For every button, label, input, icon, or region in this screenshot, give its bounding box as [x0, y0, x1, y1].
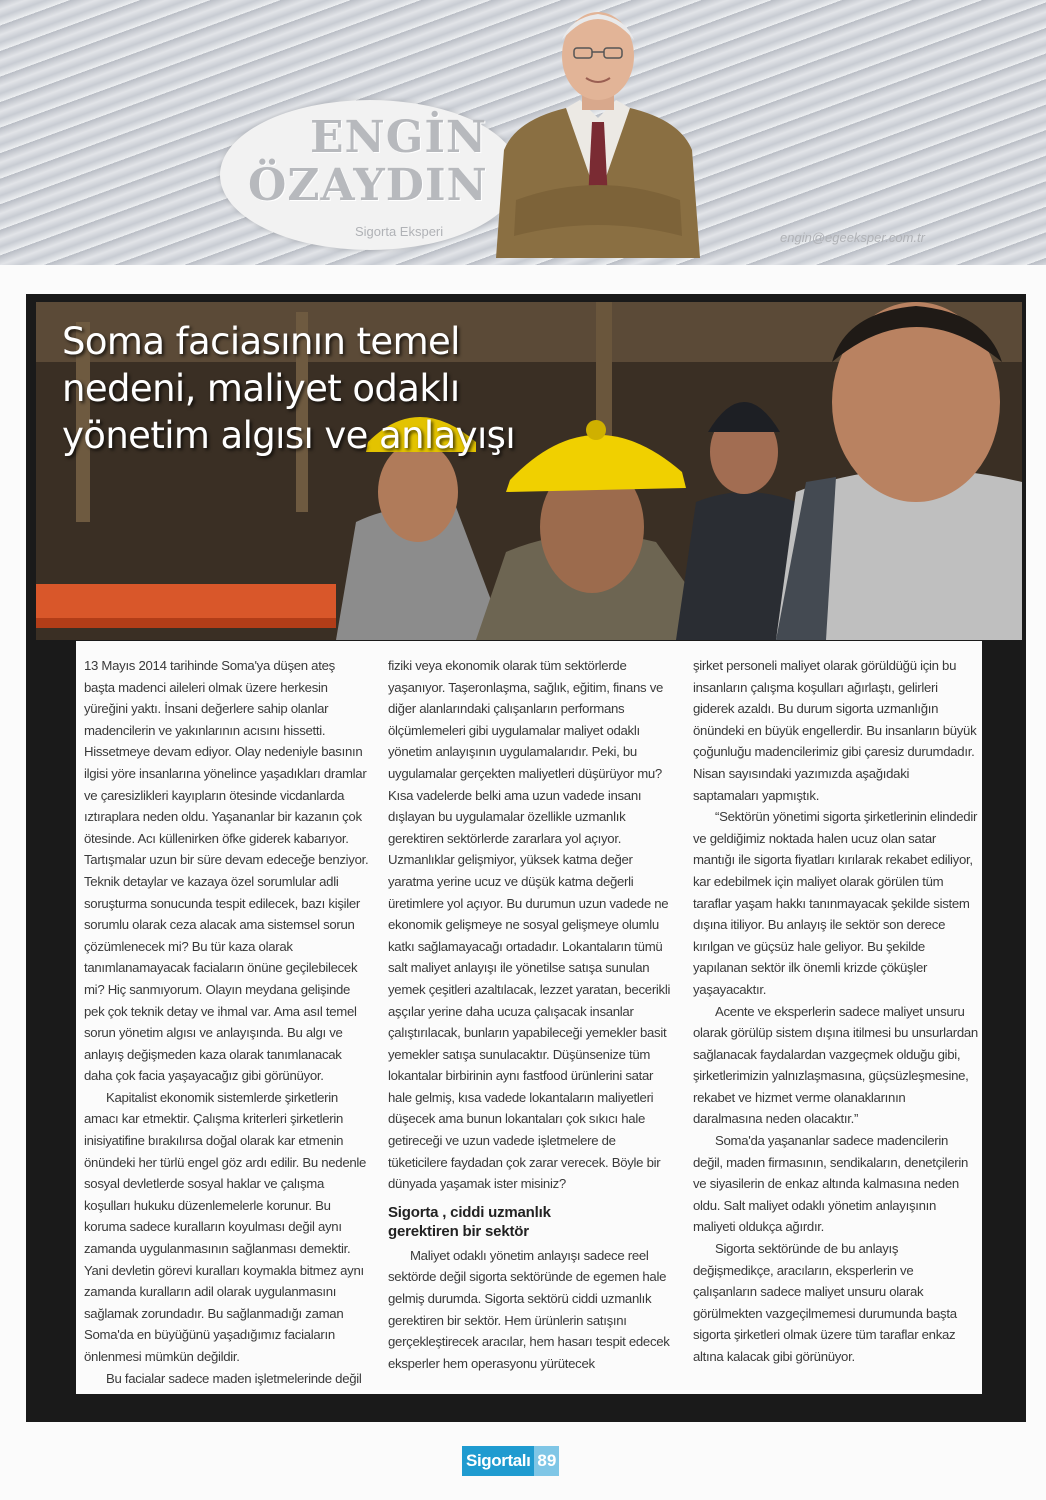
- paragraph: şirket personeli maliyet olarak görüldüğü için bu insanların çalışma koşulları ağırlaştı, gelirleri giderek azaldı. Bu durum sigorta uzmanlığın önündeki en büyük engellerdir. Bu insanların büyük çoğunluğu madencilerimiz gibi çaresiz durumdadır. Nisan sayısındaki yazımızda aşağıdaki saptamaları yapmıştık.: [693, 658, 977, 803]
- author-email: engin@egeeksper.com.tr: [780, 230, 925, 245]
- paragraph: 13 Mayıs 2014 tarihinde Soma'ya düşen ateş başta madenci aileleri olmak üzere herkesin yüreğini yaktı. İnsani değerlere sahip olanlar madencilerin ve yakınlarının acısını hissetti. Hissetmeye devam ediyor. Olay nedeniyle basının ilgisi yöre insanlarına yönelince yaşadıkları dramlar ve çaresizlikleri kayıpların ötesinde vicdanlarda ıztıraplara neden oldu. Yaşananlar bir kazanın çok ötesinde. Acı küllenirken öfke giderek kabarıyor. Tartışmalar uzun bir süre devam edeceğe benziyor. Teknik detaylar ve kazaya özel sorumlular adli soruşturma sonucunda tespit edilecek, bazı kişiler sorumlu olarak ceza alacak ama sistemsel sorun çözümlenecek mi? Bu tür kaza olarak tanımlanamayacak faciaların önüne geçilebilecek mi? Hiç sanmıyorum. Olayın meydana gelişinde pek çok teknik detay ve ihmal var. Ama asıl temel sorun yönetim algısı ve anlayışında. Bu algı ve anlayış değişmeden kaza olarak tanımlanacak daha çok facia yaşayacağız gibi görünüyor.: [84, 658, 369, 1084]
- paragraph: Soma'da yaşananlar sadece madencilerin değil, maden firmasının, sendikaların, denetçilerin ve siyasilerin de enkaz altında kalmasına neden oldu. Salt maliyet odaklı yönetim anlayışının maliyeti oldukça ağırdır.: [693, 1133, 968, 1235]
- headline-line-1: Soma faciasının temel: [62, 320, 460, 363]
- headline-line-2: nedeni, maliyet odaklı: [62, 367, 460, 410]
- subhead-line-1: Sigorta , ciddi uzmanlık: [388, 1203, 551, 1221]
- paragraph: Bu facialar sadece maden işletmelerinde değil: [106, 1370, 362, 1386]
- author-last-name: ÖZAYDIN: [248, 160, 488, 211]
- article-column-3: [693, 655, 978, 1368]
- subhead-line-2: gerektiren bir sektör: [388, 1222, 529, 1240]
- article-headline: [62, 318, 532, 459]
- magazine-page-badge: [462, 1446, 557, 1476]
- paragraph: Kapitalist ekonomik sistemlerde şirketlerin amacı kar etmektir. Çalışma kriterleri şirketlerin inisiyatifine bırakılırsa doğal olarak kar etmenin önündeki her türlü engel göz ardı edilir. Bu nedenle sosyal devletlerde sosyal haklar ve çalışma koşulları hukuku düzenlemelerle korunur. Bu koruma sadece kuralların koyulması değil aynı zamanda uygulanmasının sağlanması demektir. Yani devletin görevi kuralları koymakla bitmez aynı zamanda kuralların adil olarak uygulanmasını sağlamak zorundadır. Bu sağlanmadığı zaman Soma'da en büyüğünü yaşadığımız faciaların önlenmesi mümkün değildir.: [84, 1089, 367, 1364]
- quote-paragraph: “Sektörün yönetimi sigorta şirketlerinin elindedir ve geldiğimiz noktada halen ucuz olan satar mantığı ile sigorta fiyatları kırılarak rekabet ediliyor, kar edebilmek için maliyet olarak görülen tüm taraflar yaşam hakkı tanınmayacak şekilde sistem dışına itiliyor. Bu anlayış ile sektör son derece kırılgan ve güçsüz hale geliyor. Bu şekilde yapılanan sektör ilk önemli krizde çöküşler yaşayacaktır.: [693, 809, 978, 997]
- article-column-1: [84, 655, 369, 1389]
- author-portrait: [486, 0, 710, 258]
- paragraph: fiziki veya ekonomik olarak tüm sektörlerde yaşanıyor. Taşeronlaşma, sağlık, eğitim, finans ve diğer alanlarındaki çalışanların performans ölçümlemeleri gibi uygulamalar maliyet odaklı yönetim anlayışının uygulamalarıdır. Peki, bu uygulamalar gerçekten maliyetleri düşürüyor mu? Kısa vadelerde belki ama uzun vadede insanı dışlayan bu uygulamalar özellikle uzmanlık gerektiren sektörlerde zararlara yol açıyor. Uzmanlıklar gelişmiyor, yüksek katma değer yaratma yerine ucuz ve düşük katma değerli üretimlere yol açıyor. Bu durumun uzun vadede ne ekonomik gelişmeye ne sosyal gelişmeye olumlu katkı sağlamayacağı ortadadır. Lokantaların tümü salt maliyet anlayışı ile yönetilse satışa sunulan yemek çeşitleri azaltılacak, lezzet yaratan, becerikli aşçılar yerine daha ucuza çalışacak insanlar çalıştırılacak, bunların yapabileceği yemekler basit yemekler satışa sunulacaktır. Düşünsenize tüm lokantalar birbirinin aynı fastfood ürünlerini satar hale gelmiş, kısa vadede lokantaların maliyetleri düşecek ama bunun lokantaları çok sıkıcı hale getireceği ve uzun vadede işletmelere de tüketicilere faydadan çok zarar verecek. Böyle bir dünyada yaşamak ister misiniz?: [388, 658, 671, 1192]
- author-first-name: ENGİN: [310, 112, 488, 163]
- section-subheading: [388, 1203, 673, 1241]
- headline-line-3: yönetim algısı ve anlayışı: [62, 414, 516, 457]
- paragraph: Maliyet odaklı yönetim anlayışı sadece reel sektörde değil sigorta sektöründe de egemen hale gelmiş durumda. Sigorta sektörü ciddi uzmanlık gerektiren bir sektör. Hem ürünlerin satışını gerçekleştirecek aracılar, hem hasarı tespit edecek eksperler hem operasyonu yürütecek: [388, 1247, 670, 1371]
- article-column-2: [388, 655, 673, 1374]
- author-role: Sigorta Eksperi: [355, 224, 444, 239]
- page-number: 89: [534, 1446, 559, 1476]
- magazine-brand: Sigortalı: [462, 1446, 534, 1476]
- quote-paragraph: Acente ve eksperlerin sadece maliyet unsuru olarak görülüp sistem dışına itilmesi bu unsurlardan sağlanacak faydalardan vazgeçmek olduğu gibi, şirketlerimizin yalnızlaşmasına, güçsüzleşmesine, rekabet ve hizmet verme olanaklarının daralmasına neden olacaktır.”: [693, 1003, 978, 1127]
- paragraph: Sigorta sektöründe de bu anlayış değişmedikçe, aracıların, eksperlerin ve çalışanların sadece maliyet unsuru olarak görülmekten vazgeçilmemesi durumunda başta sigorta şirketleri olmak üzere tüm taraflar enkaz altına kalacak gibi görünüyor.: [693, 1241, 957, 1364]
